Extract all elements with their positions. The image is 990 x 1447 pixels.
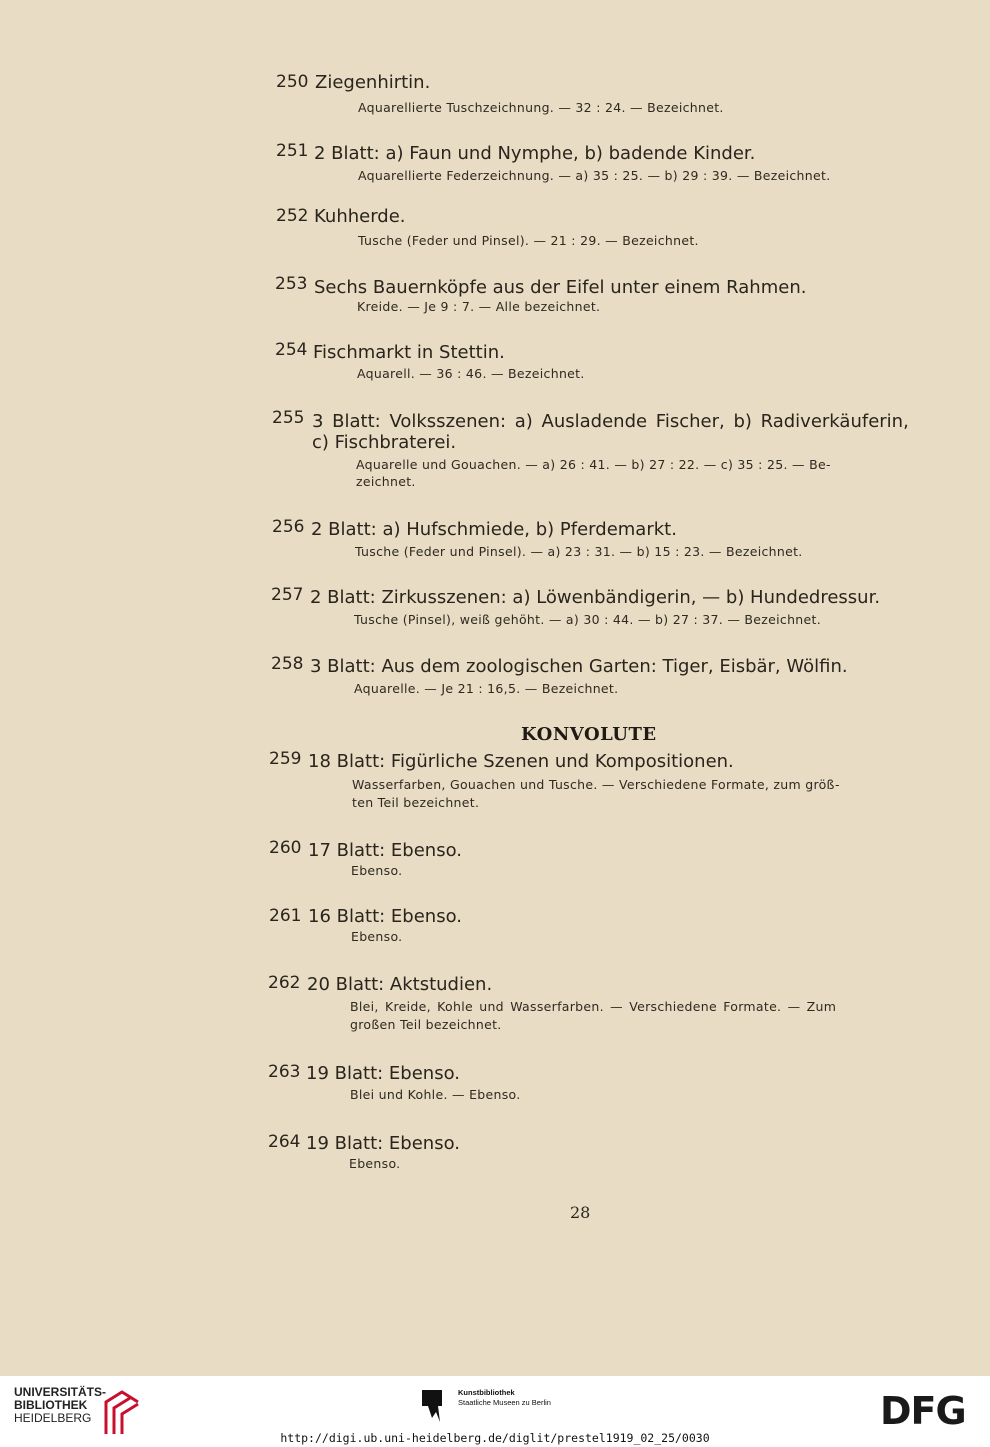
entry-number: 251: [276, 141, 309, 161]
kb-line-2: Staatliche Museen zu Berlin: [458, 1398, 551, 1407]
entry-title: Ziegenhirtin.: [315, 72, 431, 93]
entry-description: großen Teil bezeichnet.: [350, 1017, 502, 1032]
entry-number: 254: [275, 340, 308, 360]
entry-number: 255: [272, 408, 305, 428]
kb-line-1: Kunstbibliothek: [458, 1388, 515, 1397]
entry-title: Fischmarkt in Stettin.: [313, 342, 505, 363]
entry-title: 2 Blatt: a) Faun und Nymphe, b) badende Kinder.: [314, 143, 756, 164]
entry-description: ten Teil bezeichnet.: [352, 795, 480, 810]
entry-title: 18 Blatt: Figürliche Szenen und Kompositionen.: [308, 751, 734, 772]
library-mark-icon: [100, 1386, 144, 1436]
entry-description: Blei und Kohle. — Ebenso.: [350, 1087, 521, 1102]
entry-description: Aquarelle und Gouachen. — a) 26 : 41. — b) 27 : 22. — c) 35 : 25. — Be-: [356, 457, 831, 472]
entry-number: 262: [268, 973, 301, 993]
entry-number: 261: [269, 906, 302, 926]
entry-title: 3 Blatt: Aus dem zoologischen Garten: Tiger, Eisbär, Wölfin.: [310, 656, 848, 677]
source-url[interactable]: http://digi.ub.uni-heidelberg.de/diglit/prestel1919_02_25/0030: [280, 1431, 710, 1445]
entry-title: 20 Blatt: Aktstudien.: [307, 974, 493, 995]
entry-description: Ebenso.: [351, 863, 403, 878]
entry-description: Ebenso.: [351, 929, 403, 944]
university-library-logo[interactable]: [14, 1386, 144, 1434]
dfg-text: DFG: [880, 1390, 966, 1430]
entry-number: 263: [268, 1062, 301, 1082]
entry-description: zeichnet.: [356, 474, 416, 489]
entry-number: 250: [276, 72, 309, 92]
entry-number: 257: [271, 585, 304, 605]
library-name: [14, 1386, 106, 1425]
entry-number: 252: [276, 206, 309, 226]
kunstbibliothek-name: [458, 1388, 551, 1408]
library-line-3: HEIDELBERG: [14, 1411, 92, 1425]
entry-title: 2 Blatt: Zirkusszenen: a) Löwenbändigerin, — b) Hundedressur.: [310, 587, 881, 608]
section-heading: KONVOLUTE: [521, 724, 657, 745]
entry-description: Tusche (Feder und Pinsel). — 21 : 29. — Bezeichnet.: [358, 233, 699, 248]
kunstbibliothek-logo[interactable]: [420, 1388, 570, 1424]
entry-number: 253: [275, 274, 308, 294]
entry-title: Sechs Bauernköpfe aus der Eifel unter einem Rahmen.: [314, 277, 807, 298]
dfg-logo[interactable]: [880, 1390, 976, 1430]
footer-bar: [0, 1376, 990, 1447]
entry-number: 259: [269, 749, 302, 769]
entry-number: 264: [268, 1132, 301, 1152]
entry-title: Kuhherde.: [314, 206, 406, 227]
entry-title-continued: c) Fischbraterei.: [312, 432, 457, 453]
entry-number: 256: [272, 517, 305, 537]
page-number: 28: [570, 1203, 591, 1222]
entry-number: 260: [269, 838, 302, 858]
entry-title: 16 Blatt: Ebenso.: [308, 906, 462, 927]
entry-description: Kreide. — Je 9 : 7. — Alle bezeichnet.: [357, 299, 601, 314]
entry-description: Tusche (Feder und Pinsel). — a) 23 : 31. — b) 15 : 23. — Bezeichnet.: [355, 544, 803, 559]
entry-title: 3 Blatt: Volksszenen: a) Ausladende Fischer, b) Radiverkäuferin,: [312, 411, 909, 432]
entry-description: Wasserfarben, Gouachen und Tusche. — Verschiedene Formate, zum größ-: [352, 777, 840, 792]
library-line-1: UNIVERSITÄTS-: [14, 1385, 107, 1399]
entry-description: Aquarellierte Tuschzeichnung. — 32 : 24. — Bezeichnet.: [358, 100, 724, 115]
entry-description: Blei, Kreide, Kohle und Wasserfarben. — Verschiedene Formate. — Zum: [350, 999, 837, 1014]
entry-title: 19 Blatt: Ebenso.: [306, 1133, 460, 1154]
entry-description: Aquarell. — 36 : 46. — Bezeichnet.: [357, 366, 585, 381]
entry-title: 2 Blatt: a) Hufschmiede, b) Pferdemarkt.: [311, 519, 677, 540]
entry-title: 17 Blatt: Ebenso.: [308, 840, 462, 861]
eagle-icon: [420, 1388, 452, 1424]
entry-title: 19 Blatt: Ebenso.: [306, 1063, 460, 1084]
entry-description: Aquarelle. — Je 21 : 16,5. — Bezeichnet.: [354, 681, 619, 696]
entry-number: 258: [271, 654, 304, 674]
entry-description: Ebenso.: [349, 1156, 401, 1171]
entry-description: Aquarellierte Federzeichnung. — a) 35 : 25. — b) 29 : 39. — Bezeichnet.: [358, 168, 831, 183]
library-line-2: BIBLIOTHEK: [14, 1398, 88, 1412]
entry-description: Tusche (Pinsel), weiß gehöht. — a) 30 : 44. — b) 27 : 37. — Bezeichnet.: [354, 612, 821, 627]
